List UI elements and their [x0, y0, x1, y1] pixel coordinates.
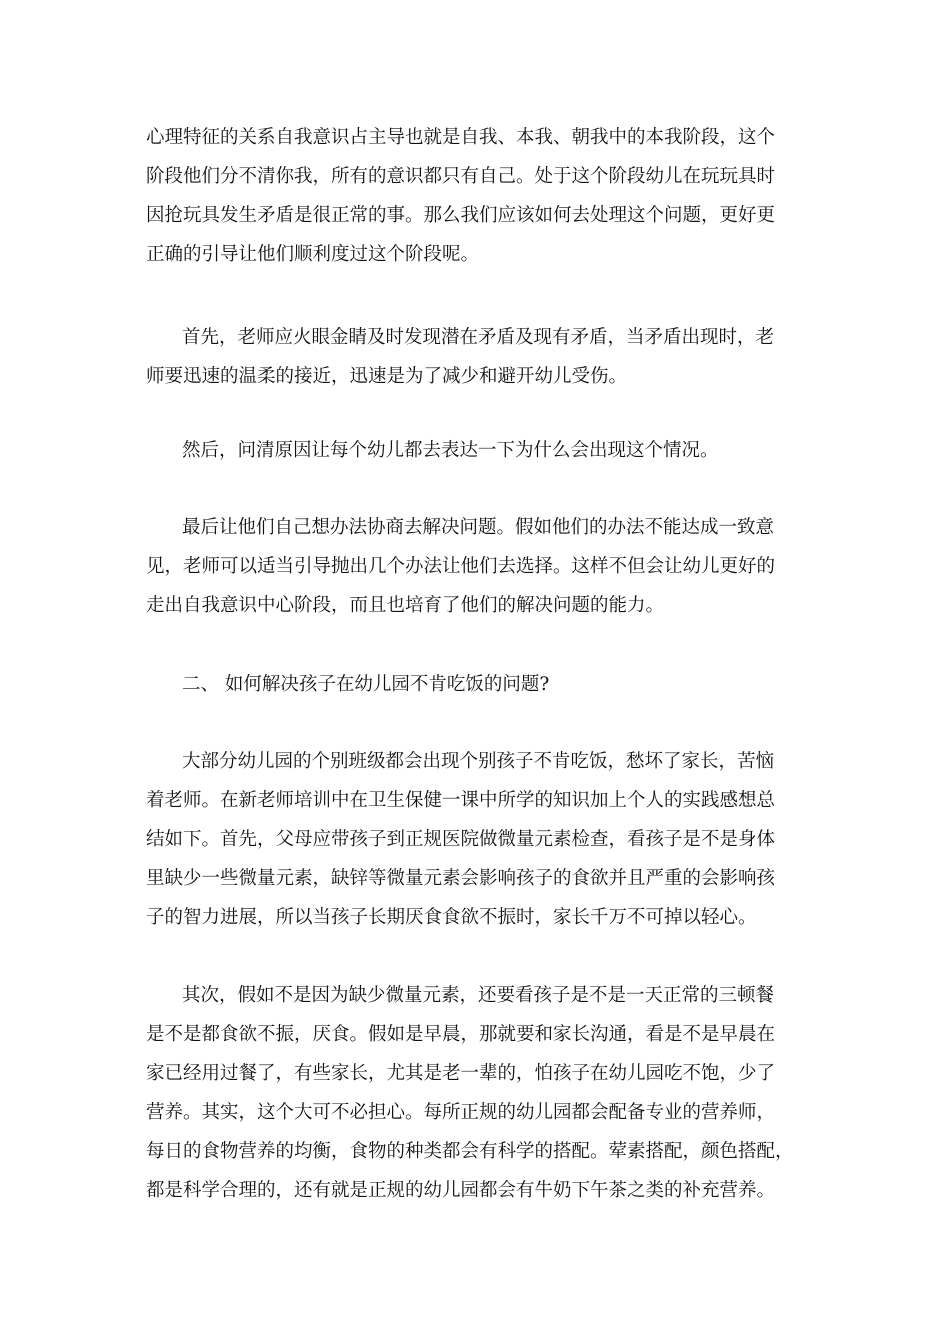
paragraph-ego-stage	[146, 118, 806, 274]
section-heading-text: 二、 如何解决孩子在幼儿园不肯吃饭的问题?	[182, 674, 550, 695]
text-line: 因抢玩具发生矛盾是很正常的事。那么我们应该如何去处理这个问题，更好更	[146, 205, 776, 226]
text-line: 着老师。在新老师培训中在卫生保健一课中所学的知识加上个人的实践感想总	[146, 790, 776, 811]
text-line: 正确的引导让他们顺利度过这个阶段呢。	[146, 244, 480, 265]
text-line: 家已经用过餐了，有些家长，尤其是老一辈的，怕孩子在幼儿园吃不饱，少了	[146, 1063, 776, 1084]
text-line: 其次，假如不是因为缺少微量元素，还要看孩子是不是一天正常的三顿餐	[182, 985, 775, 1006]
section-heading	[146, 665, 806, 704]
text-line: 阶段他们分不清你我，所有的意识都只有自己。处于这个阶段幼儿在玩玩具时	[146, 166, 776, 187]
text-line: 首先，老师应火眼金睛及时发现潜在矛盾及现有矛盾，当矛盾出现时，老	[182, 327, 775, 348]
text-line: 子的智力进展，所以当孩子长期厌食食欲不振时，家长千万不可掉以轻心。	[146, 907, 757, 928]
text-line: 然后，问清原因让每个幼儿都去表达一下为什么会出现这个情况。	[182, 440, 719, 461]
paragraph-second-reason	[146, 976, 806, 1210]
text-line: 师要迅速的温柔的接近，迅速是为了减少和避开幼儿受伤。	[146, 366, 628, 387]
text-line: 见，老师可以适当引导抛出几个办法让他们去选择。这样不但会让幼儿更好的	[146, 556, 776, 577]
paragraph-first-step	[146, 318, 806, 396]
text-line: 心理特征的关系自我意识占主导也就是自我、本我、朝我中的本我阶段，这个	[146, 127, 776, 148]
paragraph-finally-step	[146, 508, 806, 625]
paragraph-then-step	[146, 431, 806, 470]
text-line: 最后让他们自己想办法协商去解决问题。假如他们的办法不能达成一致意	[182, 517, 775, 538]
paragraph-not-eating	[146, 742, 806, 937]
text-line: 走出自我意识中心阶段，而且也培育了他们的解决问题的能力。	[146, 595, 665, 616]
text-line: 里缺少一些微量元素，缺锌等微量元素会影响孩子的食欲并且严重的会影响孩	[146, 868, 776, 889]
text-line: 每日的食物营养的均衡，食物的种类都会有科学的搭配。荤素搭配，颜色搭配，	[146, 1141, 794, 1162]
text-line: 大部分幼儿园的个别班级都会出现个别孩子不肯吃饭，愁坏了家长，苦恼	[182, 751, 775, 772]
text-line: 结如下。首先，父母应带孩子到正规医院做微量元素检查，看孩子是不是身体	[146, 829, 776, 850]
text-line: 营养。其实，这个大可不必担心。每所正规的幼儿园都会配备专业的营养师，	[146, 1102, 776, 1123]
text-line: 是不是都食欲不振，厌食。假如是早晨，那就要和家长沟通，看是不是早晨在	[146, 1024, 776, 1045]
text-line: 都是科学合理的，还有就是正规的幼儿园都会有牛奶下午茶之类的补充营养。	[146, 1180, 776, 1201]
